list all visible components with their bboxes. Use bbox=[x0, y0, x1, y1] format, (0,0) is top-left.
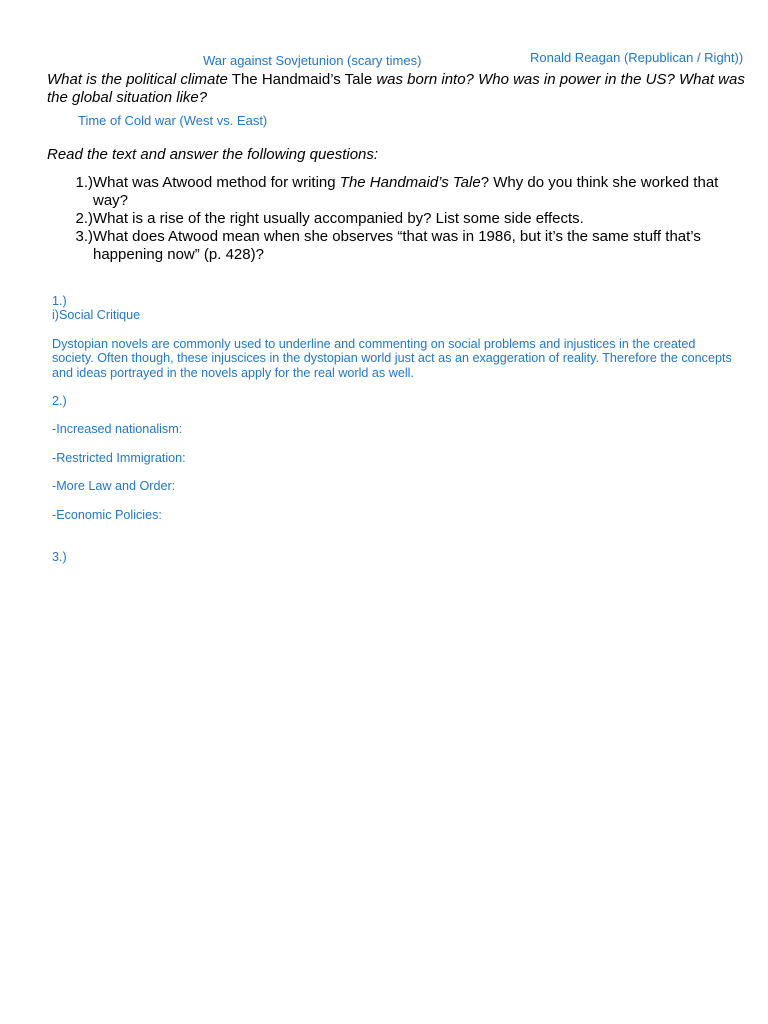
annotation-reagan: Ronald Reagan (Republican / Right)) bbox=[530, 50, 744, 65]
question-item bbox=[47, 174, 737, 210]
question-text: What does Atwood mean when she observes “that was in 1986, but it’s the same stuff that’s happening now” (p. 428)? bbox=[93, 228, 701, 263]
question-list bbox=[47, 174, 737, 264]
question-item bbox=[47, 228, 737, 264]
annotation-cold-war: Time of Cold war (West vs. East) bbox=[78, 113, 268, 128]
answer-2-item: -Restricted Immigration: bbox=[52, 450, 186, 465]
answer-1-label: 1.) bbox=[52, 294, 67, 308]
question-item bbox=[47, 210, 737, 228]
intro-question-part2: was born into? Who was in power in the US? What was the global situation like? bbox=[47, 71, 745, 106]
answers-section bbox=[52, 294, 732, 564]
answer-1-body: Dystopian novels are commonly used to underline and commenting on social problems and injustices in the created society. Often though, these injuscices in the dystopian world just act as an exaggeration of reality. Therefore the concepts and ideas portrayed in the novels apply for the real world as well. bbox=[52, 336, 732, 380]
question-number: 3.) bbox=[75, 228, 93, 245]
question-text-part: ? Why do you think she worked that way? bbox=[93, 174, 719, 209]
intro-question-title: The Handmaid’s Tale bbox=[227, 71, 377, 88]
question-number: 1.) bbox=[75, 174, 93, 191]
intro-question bbox=[47, 71, 747, 107]
intro-question-part1: What is the political climate bbox=[47, 71, 228, 88]
question-text-part: What was Atwood method for writing bbox=[93, 174, 340, 191]
answer-2-label: 2.) bbox=[52, 394, 67, 409]
question-text: What is a rise of the right usually accompanied by? List some side effects. bbox=[93, 210, 584, 227]
answer-2-item: -More Law and Order: bbox=[52, 479, 176, 494]
question-number: 2.) bbox=[75, 210, 93, 227]
answer-2-item: -Increased nationalism: bbox=[52, 422, 183, 437]
annotation-war: War against Sovjetunion (scary times) bbox=[203, 53, 422, 68]
question-text bbox=[93, 174, 737, 210]
question-book-title: The Handmaid’s Tale bbox=[339, 174, 481, 191]
answer-2-item: -Economic Policies: bbox=[52, 507, 162, 522]
answer-1-heading: i)Social Critique bbox=[52, 308, 141, 323]
answer-3-label: 3.) bbox=[52, 550, 67, 565]
instructions: Read the text and answer the following questions: bbox=[47, 146, 379, 163]
